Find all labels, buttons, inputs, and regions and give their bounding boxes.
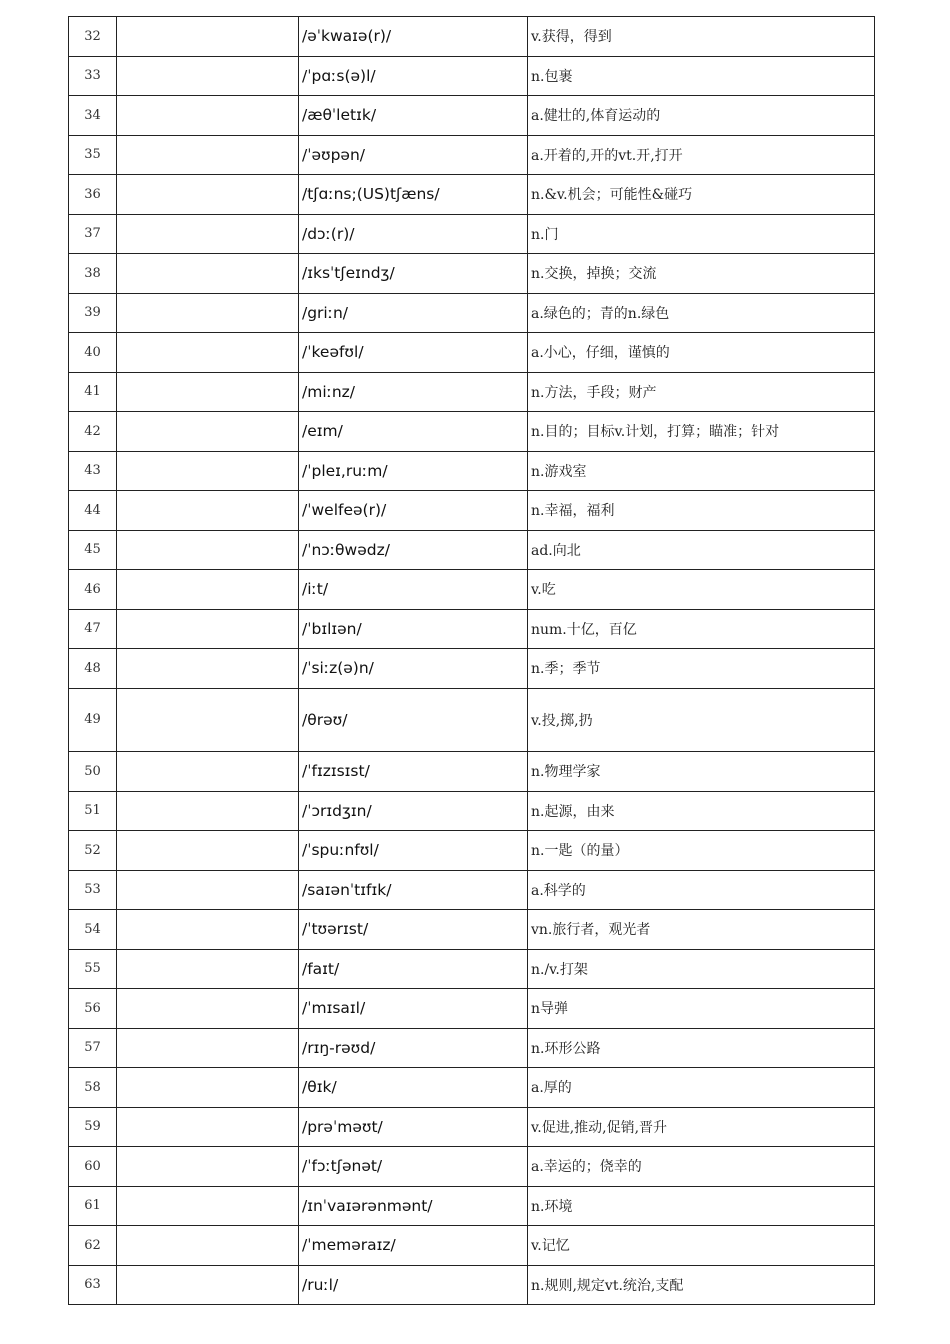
phonetic-cell: /ɪksˈtʃeɪndʒ/ <box>299 254 528 294</box>
definition-cell: n导弹 <box>528 989 875 1029</box>
row-number: 48 <box>69 649 117 689</box>
phonetic-cell: /ˈnɔːθwədz/ <box>299 530 528 570</box>
row-number: 58 <box>69 1068 117 1108</box>
phonetic-cell: /ˈwelfeə(r)/ <box>299 491 528 531</box>
word-cell <box>117 17 299 57</box>
definition-cell: v.获得，得到 <box>528 17 875 57</box>
definition-cell: n.方法，手段；财产 <box>528 372 875 412</box>
table-row <box>69 214 875 254</box>
table-row <box>69 791 875 831</box>
row-number: 36 <box>69 175 117 215</box>
phonetic-cell: /əˈkwaɪə(r)/ <box>299 17 528 57</box>
definition-cell: n.一匙（的量） <box>528 831 875 871</box>
row-number: 43 <box>69 451 117 491</box>
phonetic-cell: /æθˈletɪk/ <box>299 96 528 136</box>
table-row <box>69 1147 875 1187</box>
table-row <box>69 17 875 57</box>
word-cell <box>117 293 299 333</box>
row-number: 50 <box>69 752 117 792</box>
phonetic-cell: /prəˈməʊt/ <box>299 1107 528 1147</box>
table-row <box>69 96 875 136</box>
phonetic-cell: /ˈkeəfʊl/ <box>299 333 528 373</box>
word-cell <box>117 1068 299 1108</box>
row-number: 32 <box>69 17 117 57</box>
row-number: 62 <box>69 1226 117 1266</box>
row-number: 61 <box>69 1186 117 1226</box>
table-row <box>69 752 875 792</box>
definition-cell: a.幸运的；侥幸的 <box>528 1147 875 1187</box>
definition-cell: a.健壮的,体育运动的 <box>528 96 875 136</box>
row-number: 40 <box>69 333 117 373</box>
word-cell <box>117 1028 299 1068</box>
table-row <box>69 175 875 215</box>
definition-cell: n.物理学家 <box>528 752 875 792</box>
row-number: 42 <box>69 412 117 452</box>
word-cell <box>117 570 299 610</box>
definition-cell: n.&v.机会；可能性&碰巧 <box>528 175 875 215</box>
definition-cell: n./v.打架 <box>528 949 875 989</box>
vocabulary-table-body <box>69 17 875 1305</box>
row-number: 45 <box>69 530 117 570</box>
phonetic-cell: /tʃɑːns;(US)tʃæns/ <box>299 175 528 215</box>
phonetic-cell: /iːt/ <box>299 570 528 610</box>
word-cell <box>117 910 299 950</box>
phonetic-cell: /ˈpleɪ,ruːm/ <box>299 451 528 491</box>
row-number: 44 <box>69 491 117 531</box>
row-number: 55 <box>69 949 117 989</box>
word-cell <box>117 1226 299 1266</box>
phonetic-cell: /dɔː(r)/ <box>299 214 528 254</box>
word-cell <box>117 412 299 452</box>
row-number: 33 <box>69 56 117 96</box>
word-cell <box>117 831 299 871</box>
word-cell <box>117 175 299 215</box>
phonetic-cell: /ˈsiːz(ə)n/ <box>299 649 528 689</box>
table-row <box>69 491 875 531</box>
phonetic-cell: /eɪm/ <box>299 412 528 452</box>
table-row <box>69 135 875 175</box>
row-number: 51 <box>69 791 117 831</box>
phonetic-cell: /θɪk/ <box>299 1068 528 1108</box>
row-number: 59 <box>69 1107 117 1147</box>
table-row <box>69 254 875 294</box>
definition-cell: n.起源，由来 <box>528 791 875 831</box>
table-row <box>69 451 875 491</box>
phonetic-cell: /ˈmɪsaɪl/ <box>299 989 528 1029</box>
word-cell <box>117 870 299 910</box>
row-number: 34 <box>69 96 117 136</box>
row-number: 63 <box>69 1265 117 1305</box>
phonetic-cell: /ˈmemərаɪz/ <box>299 1226 528 1266</box>
row-number: 38 <box>69 254 117 294</box>
definition-cell: n.交换，掉换；交流 <box>528 254 875 294</box>
definition-cell: a.小心，仔细，谨慎的 <box>528 333 875 373</box>
phonetic-cell: /ˈəʊpən/ <box>299 135 528 175</box>
table-row <box>69 1226 875 1266</box>
word-cell <box>117 1147 299 1187</box>
word-cell <box>117 1265 299 1305</box>
definition-cell: a.开着的,开的vt.开,打开 <box>528 135 875 175</box>
phonetic-cell: /ˈfɔːtʃənət/ <box>299 1147 528 1187</box>
row-number: 52 <box>69 831 117 871</box>
phonetic-cell: /saɪənˈtɪfɪk/ <box>299 870 528 910</box>
definition-cell: v.记忆 <box>528 1226 875 1266</box>
row-number: 60 <box>69 1147 117 1187</box>
word-cell <box>117 752 299 792</box>
row-number: 54 <box>69 910 117 950</box>
row-number: 57 <box>69 1028 117 1068</box>
word-cell <box>117 56 299 96</box>
phonetic-cell: /ˈtʊərɪst/ <box>299 910 528 950</box>
table-row <box>69 293 875 333</box>
definition-cell: vn.旅行者，观光者 <box>528 910 875 950</box>
row-number: 35 <box>69 135 117 175</box>
word-cell <box>117 451 299 491</box>
phonetic-cell: /ˈbɪlɪən/ <box>299 609 528 649</box>
table-row <box>69 649 875 689</box>
table-row <box>69 949 875 989</box>
word-cell <box>117 1107 299 1147</box>
phonetic-cell: /ˈfɪzɪsɪst/ <box>299 752 528 792</box>
table-row <box>69 1107 875 1147</box>
table-row <box>69 688 875 752</box>
word-cell <box>117 1186 299 1226</box>
definition-cell: n.目的；目标v.计划，打算；瞄准；针对 <box>528 412 875 452</box>
table-row <box>69 570 875 610</box>
definition-cell: num.十亿，百亿 <box>528 609 875 649</box>
word-cell <box>117 491 299 531</box>
word-cell <box>117 609 299 649</box>
word-cell <box>117 949 299 989</box>
row-number: 46 <box>69 570 117 610</box>
word-cell <box>117 372 299 412</box>
definition-cell: n.门 <box>528 214 875 254</box>
word-cell <box>117 530 299 570</box>
word-cell <box>117 214 299 254</box>
definition-cell: n.环形公路 <box>528 1028 875 1068</box>
phonetic-cell: /ˈpɑːs(ə)l/ <box>299 56 528 96</box>
phonetic-cell: /ˈɔrɪdʒɪn/ <box>299 791 528 831</box>
table-row <box>69 412 875 452</box>
phonetic-cell: /ɪnˈvaɪərənmənt/ <box>299 1186 528 1226</box>
table-row <box>69 1068 875 1108</box>
definition-cell: n.规则,规定vt.统治,支配 <box>528 1265 875 1305</box>
table-row <box>69 1028 875 1068</box>
table-row <box>69 530 875 570</box>
row-number: 41 <box>69 372 117 412</box>
row-number: 56 <box>69 989 117 1029</box>
definition-cell: a.绿色的；青的n.绿色 <box>528 293 875 333</box>
table-row <box>69 1265 875 1305</box>
definition-cell: v.吃 <box>528 570 875 610</box>
definition-cell: v.投,掷,扔 <box>528 688 875 752</box>
definition-cell: a.厚的 <box>528 1068 875 1108</box>
word-cell <box>117 254 299 294</box>
phonetic-cell: /faɪt/ <box>299 949 528 989</box>
definition-cell: a.科学的 <box>528 870 875 910</box>
definition-cell: ad.向北 <box>528 530 875 570</box>
phonetic-cell: /θrəʊ/ <box>299 688 528 752</box>
word-cell <box>117 96 299 136</box>
table-row <box>69 989 875 1029</box>
word-cell <box>117 649 299 689</box>
definition-cell: n.季；季节 <box>528 649 875 689</box>
phonetic-cell: /rɪŋ-rəʊd/ <box>299 1028 528 1068</box>
word-cell <box>117 989 299 1029</box>
phonetic-cell: /miːnz/ <box>299 372 528 412</box>
definition-cell: n.游戏室 <box>528 451 875 491</box>
table-row <box>69 831 875 871</box>
definition-cell: n.包裹 <box>528 56 875 96</box>
word-cell <box>117 135 299 175</box>
definition-cell: v.促进,推动,促销,晋升 <box>528 1107 875 1147</box>
table-row <box>69 910 875 950</box>
table-row <box>69 56 875 96</box>
table-row <box>69 870 875 910</box>
word-cell <box>117 688 299 752</box>
table-row <box>69 372 875 412</box>
table-row <box>69 609 875 649</box>
vocabulary-table <box>68 16 875 1305</box>
word-cell <box>117 791 299 831</box>
definition-cell: n.环境 <box>528 1186 875 1226</box>
row-number: 39 <box>69 293 117 333</box>
row-number: 37 <box>69 214 117 254</box>
row-number: 47 <box>69 609 117 649</box>
phonetic-cell: /ruːl/ <box>299 1265 528 1305</box>
row-number: 53 <box>69 870 117 910</box>
word-cell <box>117 333 299 373</box>
table-row <box>69 1186 875 1226</box>
phonetic-cell: /ˈspuːnfʊl/ <box>299 831 528 871</box>
phonetic-cell: /griːn/ <box>299 293 528 333</box>
table-row <box>69 333 875 373</box>
row-number: 49 <box>69 688 117 752</box>
definition-cell: n.幸福，福利 <box>528 491 875 531</box>
